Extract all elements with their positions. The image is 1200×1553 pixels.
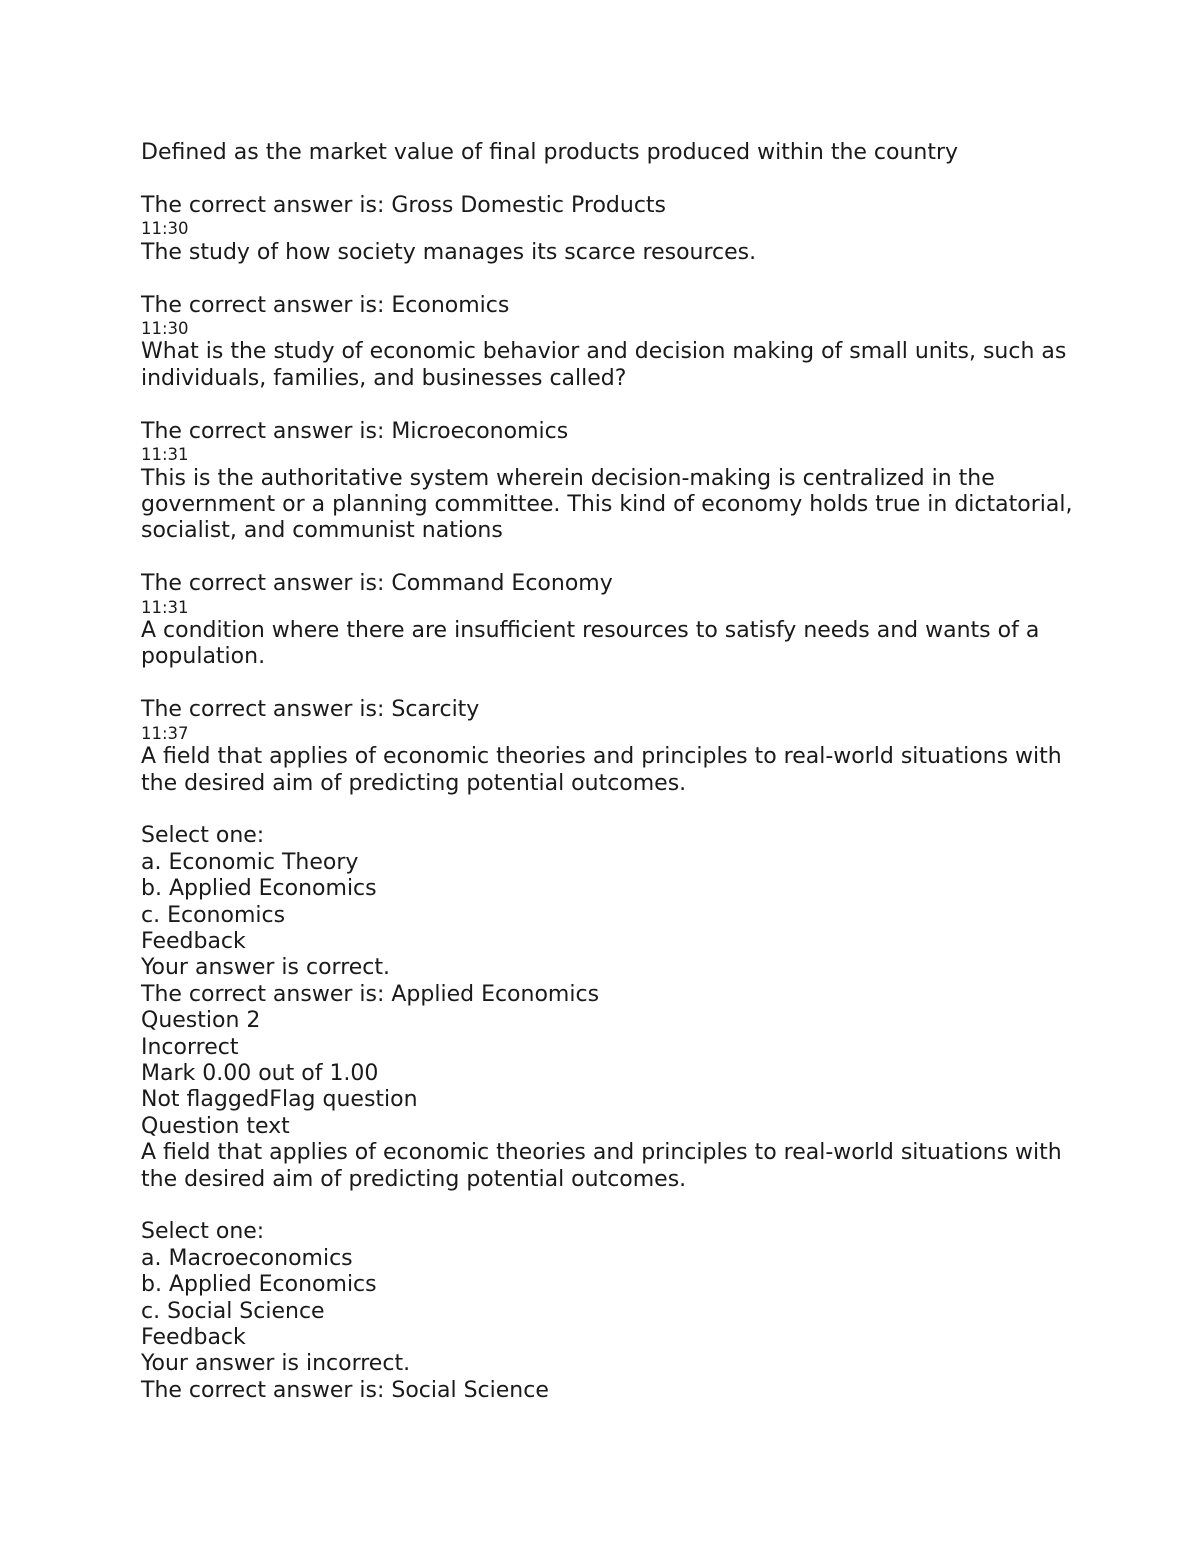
answer-option: a. Economic Theory <box>141 849 359 875</box>
timestamp: 11:31 <box>141 445 189 465</box>
question-text: A field that applies of economic theories and principles to real-world situations with the desired aim of predicting potential outcomes. <box>141 1140 1062 1192</box>
select-one-label: Select one: <box>141 1219 265 1245</box>
feedback-label: Feedback <box>141 928 246 954</box>
spacer <box>141 1193 1081 1219</box>
flag-question: Not flaggedFlag question <box>141 1087 418 1113</box>
correct-answer: The correct answer is: Applied Economics <box>141 981 600 1007</box>
question-text: A field that applies of economic theories and principles to real-world situations with the desired aim of predicting potential outcomes. <box>141 744 1062 796</box>
spacer <box>141 671 1081 697</box>
document-page <box>141 140 1081 1404</box>
select-one-label: Select one: <box>141 823 265 849</box>
answer-option: b. Applied Economics <box>141 1272 377 1298</box>
timestamp: 11:30 <box>141 318 189 338</box>
feedback-text: Your answer is correct. <box>141 955 391 981</box>
spacer <box>141 166 1081 192</box>
answer-option: a. Macroeconomics <box>141 1245 353 1271</box>
answer-option: c. Social Science <box>141 1298 325 1324</box>
correct-answer: The correct answer is: Social Science <box>141 1377 549 1403</box>
spacer <box>141 266 1081 292</box>
question-text: A condition where there are insufficient resources to satisfy needs and wants of a population. <box>141 618 1040 670</box>
answer-option: c. Economics <box>141 902 286 928</box>
timestamp: 11:30 <box>141 219 189 239</box>
question-text: Defined as the market value of final products produced within the country <box>141 140 959 165</box>
question-mark: Mark 0.00 out of 1.00 <box>141 1061 379 1086</box>
timestamp: 11:31 <box>141 597 189 617</box>
question-status: Incorrect <box>141 1034 239 1060</box>
feedback-text: Your answer is incorrect. <box>141 1351 411 1377</box>
question-text: What is the study of economic behavior and decision making of small units, such as individuals, families, and businesses called? <box>141 339 1067 391</box>
correct-answer: The correct answer is: Gross Domestic Products <box>141 192 667 218</box>
question-text: This is the authoritative system wherein decision-making is centralized in the government or a planning committee. This kind of economy holds true in dictatorial, socialist, and communist nations <box>141 465 1073 544</box>
feedback-label: Feedback <box>141 1325 246 1351</box>
correct-answer: The correct answer is: Scarcity <box>141 697 480 723</box>
correct-answer: The correct answer is: Economics <box>141 292 510 318</box>
spacer <box>141 797 1081 823</box>
answer-option: b. Applied Economics <box>141 876 377 902</box>
question-number: Question 2 <box>141 1008 261 1034</box>
correct-answer: The correct answer is: Microeconomics <box>141 418 569 444</box>
spacer <box>141 545 1081 571</box>
spacer <box>141 392 1081 418</box>
timestamp: 11:37 <box>141 723 189 743</box>
question-text: The study of how society manages its scarce resources. <box>141 239 757 265</box>
correct-answer: The correct answer is: Command Economy <box>141 571 613 597</box>
question-text-label: Question text <box>141 1113 290 1139</box>
